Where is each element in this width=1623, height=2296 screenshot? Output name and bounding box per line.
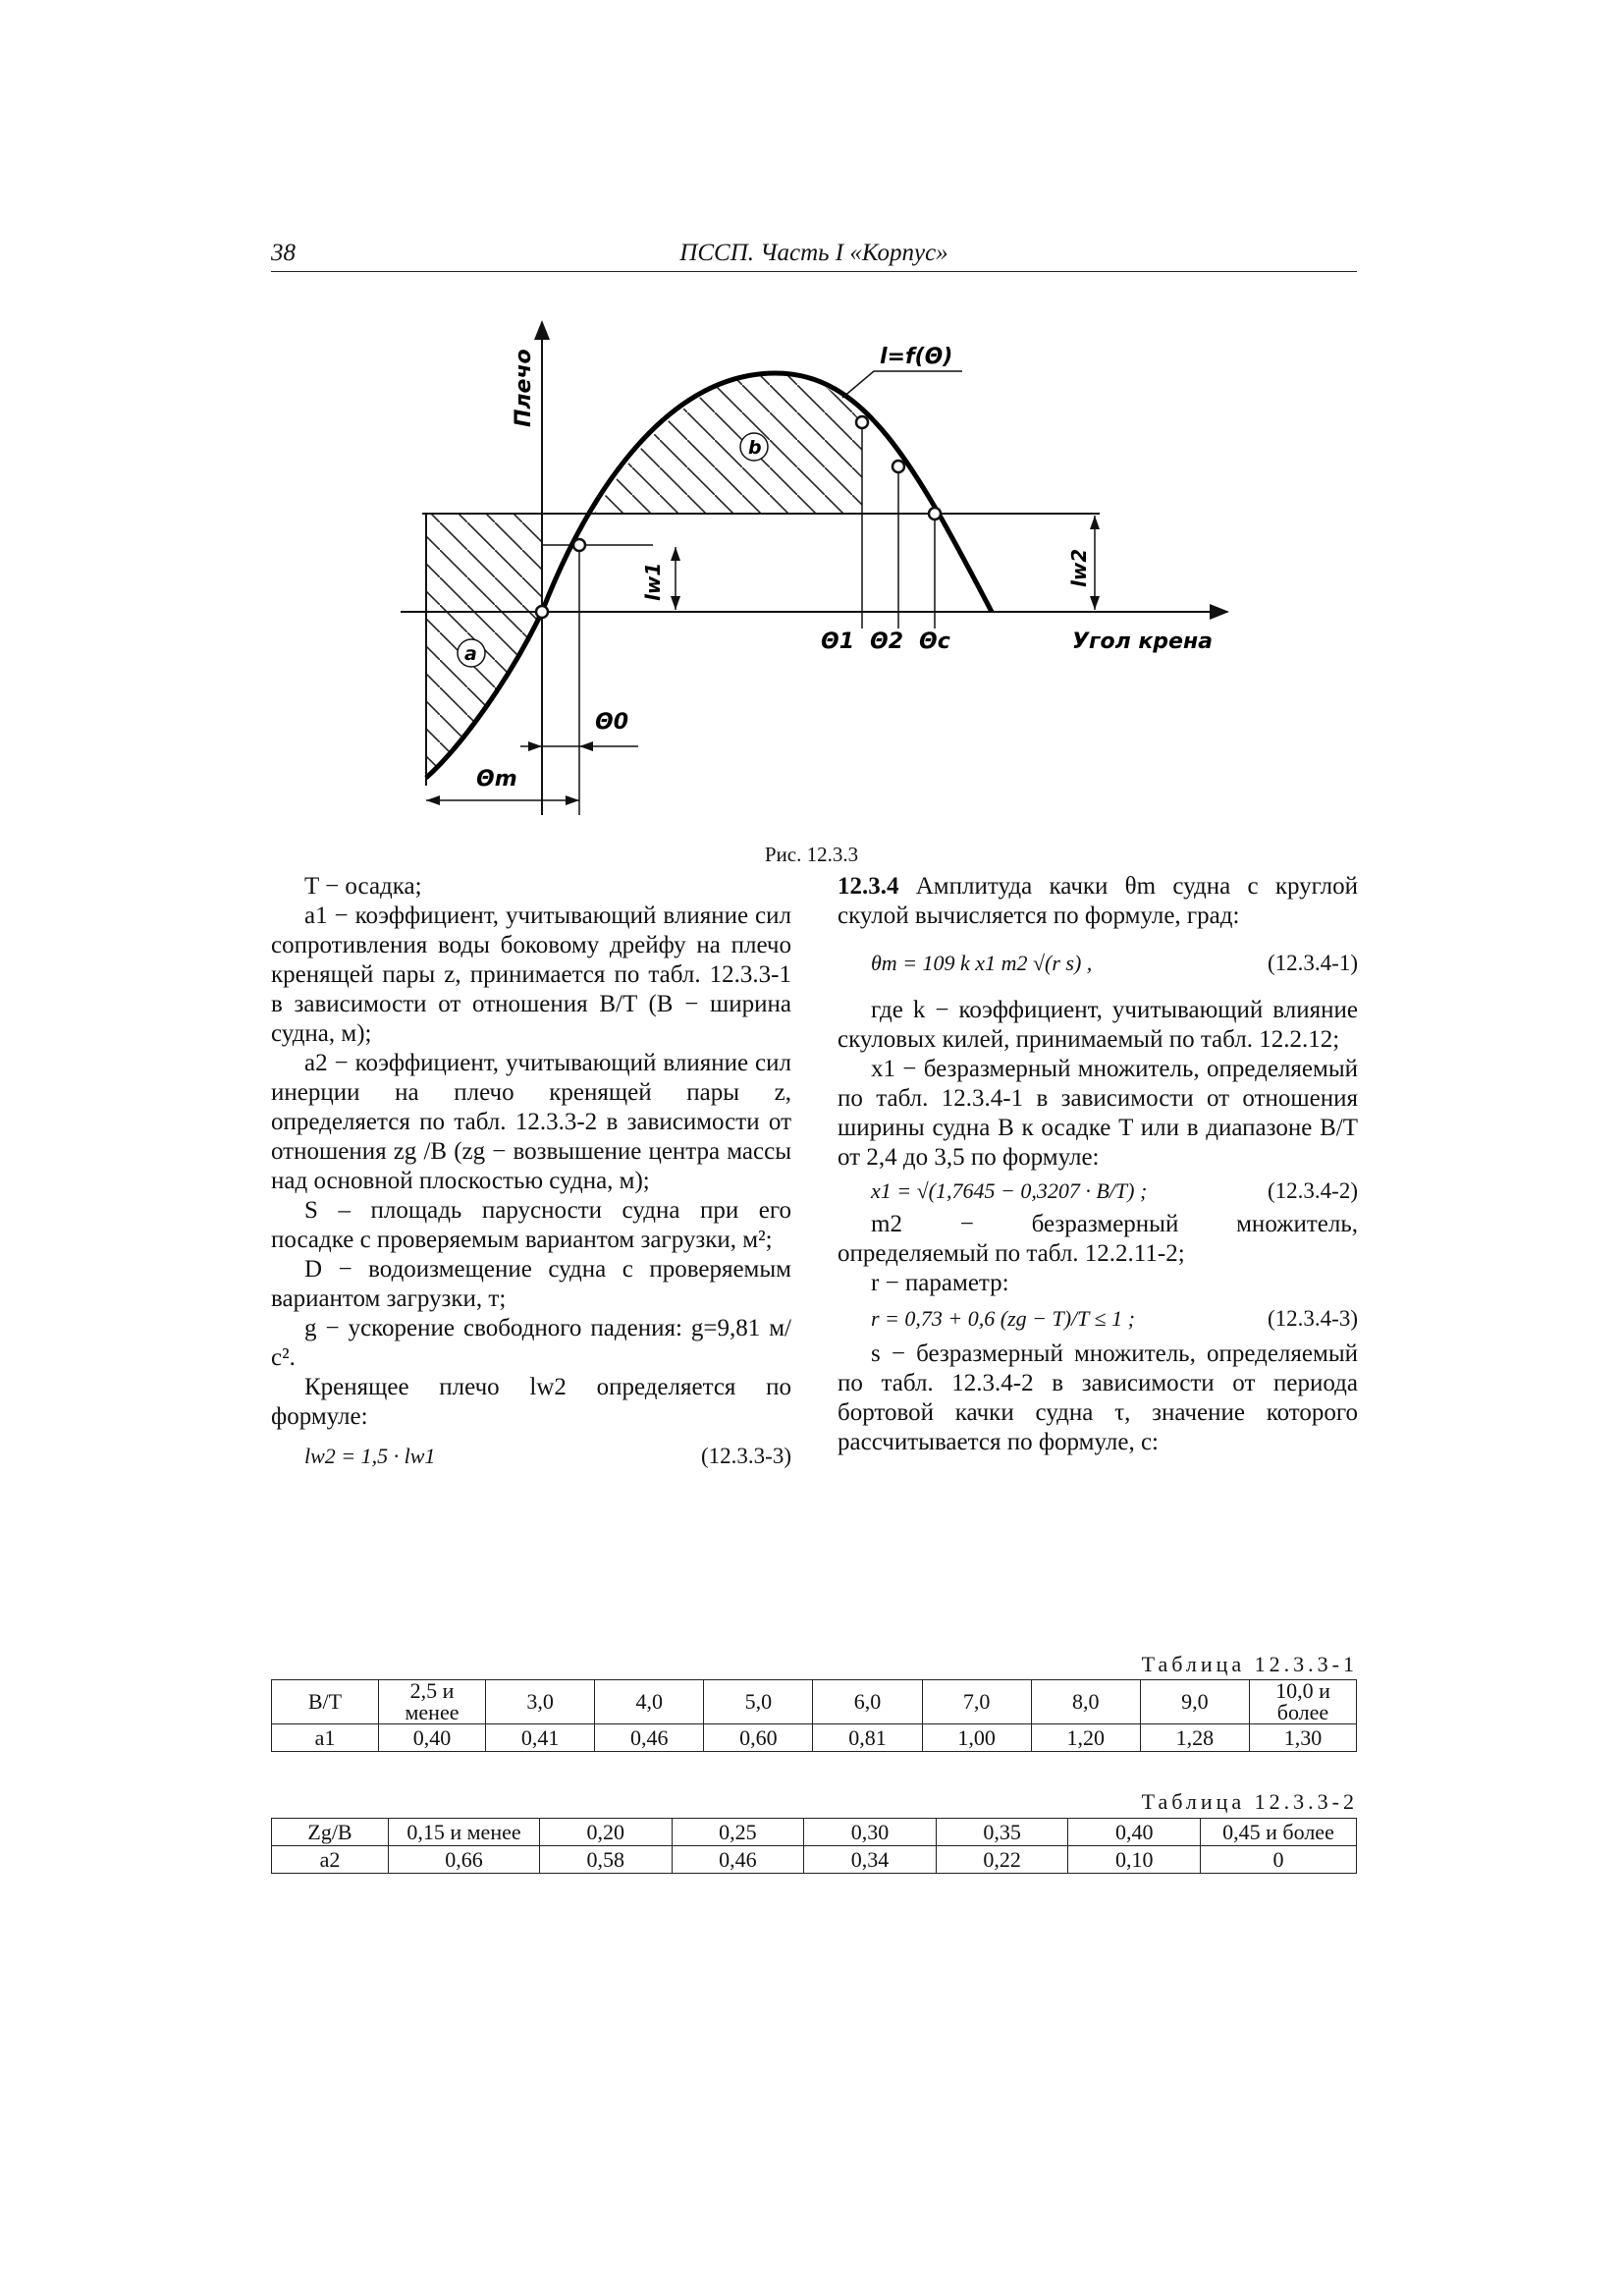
table-cell: 8,0 [1031, 1680, 1140, 1724]
table-cell: 3,0 [486, 1680, 595, 1724]
table-cell: 4,0 [595, 1680, 704, 1724]
table-cell: Zg/B [272, 1819, 389, 1846]
s-multiplier-definition: s − безразмерный множитель, определяемый по табл. 12.3.4-2 в зависимости от периода бортовой качки судна τ, значение которого рассчитывается по формуле, с: [838, 1340, 1358, 1455]
page-number: 38 [271, 240, 296, 266]
table-cell: 0,46 [672, 1846, 804, 1874]
table-12-3-3-2 [271, 1818, 1357, 1874]
lw1-label: lw1 [641, 562, 665, 601]
table-row [272, 1724, 1357, 1752]
section-text: Амплитуда качки θm судна с круглой скулой вычисляется по формуле, град: [838, 873, 1358, 929]
theta2-label: Θ2 [870, 629, 904, 654]
table-cell: 0,40 [379, 1724, 486, 1752]
x1-definition: x1 − безразмерный множитель, определяемый по табл. 12.3.4-1 в зависимости от отношения ширины судна B к осадке T или в диапазоне B/T от 2,4 до 3,5 по формуле: [838, 1056, 1358, 1171]
equation-number: (12.3.4-3) [1268, 1306, 1358, 1331]
table1-label: Таблица 12.3.3-1 [1141, 1652, 1358, 1676]
r-definition: r − параметр: [871, 1270, 1009, 1296]
running-title: ПССП. Часть I «Корпус» [679, 240, 948, 266]
curve-label: l=f(Θ) [880, 345, 953, 369]
table-cell: 0,35 [936, 1819, 1068, 1846]
lw2-intro: Кренящее плечо lw2 определяется по формуле: [271, 1374, 791, 1430]
equation-number: (12.3.3-3) [701, 1444, 791, 1468]
righting-lever-diagram [0, 0, 1623, 845]
table-cell: 0,41 [486, 1724, 595, 1752]
table-cell: 1,30 [1250, 1724, 1357, 1752]
table-cell: 0,58 [540, 1846, 673, 1874]
s-definition: S – площадь парусности судна при его посадке с проверяемым вариантом загрузки, м²; [271, 1197, 791, 1253]
thetac-label: Θc [919, 629, 950, 654]
g-definition: g − ускорение свободного падения: g=9,81 м/с². [271, 1315, 791, 1371]
table-cell: 0,60 [704, 1724, 813, 1752]
table-cell: B/T [272, 1680, 379, 1724]
area-b-label: b [748, 437, 762, 459]
left-column [271, 872, 791, 1481]
table-cell: 1,00 [922, 1724, 1031, 1752]
table-cell: 2,5 и менее [379, 1680, 486, 1724]
table-row [272, 1680, 1357, 1724]
table-cell: 0,40 [1068, 1819, 1201, 1846]
table-row [272, 1819, 1357, 1846]
table-cell: 9,0 [1140, 1680, 1249, 1724]
right-column [838, 872, 1358, 1457]
table-cell: 5,0 [704, 1680, 813, 1724]
y-axis-label: Плечо [512, 349, 536, 427]
equation-12-3-3-3: lw2 = 1,5 · lw1 [304, 1444, 436, 1468]
t-definition: T − осадка; [304, 873, 422, 900]
table-cell: 0,66 [389, 1846, 540, 1874]
k-definition: где k − коэффициент, учитывающий влияние скуловых килей, принимаемый по табл. 12.2.12; [838, 997, 1358, 1053]
table-12-3-3-1 [271, 1679, 1357, 1752]
table-cell: 0,81 [813, 1724, 922, 1752]
table-cell: 0,22 [936, 1846, 1068, 1874]
a2-definition: a2 − коэффициент, учитывающий влияние сил инерции на плечо кренящей пары z, определяется по табл. 12.3.3-2 в зависимости от отношения zg /B (zg − возвышение центра массы над основной плоскостью судна, м); [271, 1050, 791, 1194]
table-cell: 0,46 [595, 1724, 704, 1752]
theta0-label: Θ0 [595, 710, 629, 735]
lw2-label: lw2 [1067, 548, 1091, 587]
table-cell: 0,34 [804, 1846, 937, 1874]
equation-12-3-4-3: r = 0,73 + 0,6 (zg − T)/T ≤ 1 ; [871, 1306, 1135, 1331]
equation-12-3-4-2: x1 = √(1,7645 − 0,3207 · B/T) ; [871, 1178, 1148, 1203]
table2-label: Таблица 12.3.3-2 [1141, 1789, 1358, 1814]
table-cell: 6,0 [813, 1680, 922, 1724]
table-cell: 7,0 [922, 1680, 1031, 1724]
figure-caption: Рис. 12.3.3 [764, 843, 859, 866]
table-cell: 10,0 и более [1250, 1680, 1357, 1724]
table-cell: 1,20 [1031, 1724, 1140, 1752]
theta1-label: Θ1 [821, 629, 855, 654]
table-cell: a2 [272, 1846, 389, 1874]
section-number: 12.3.4 [838, 873, 899, 900]
table-cell: 0,25 [672, 1819, 804, 1846]
area-a-label: a [464, 643, 477, 665]
table-cell: 0,45 и более [1201, 1819, 1357, 1846]
table-cell: 0,20 [540, 1819, 673, 1846]
table-cell: 0,10 [1068, 1846, 1201, 1874]
d-definition: D − водоизмещение судна с проверяемым вариантом загрузки, т; [271, 1256, 791, 1312]
table-cell: 1,28 [1140, 1724, 1249, 1752]
m2-definition: m2 − безразмерный множитель, определяемый по табл. 12.2.11-2; [838, 1211, 1358, 1267]
a1-definition: a1 − коэффициент, учитывающий влияние сил сопротивления воды боковому дрейфу на плечо кренящей пары z, принимается по табл. 12.3.3-1 в зависимости от отношения B/T (B − ширина судна, м); [271, 902, 791, 1047]
table-cell: 0,30 [804, 1819, 937, 1846]
equation-number: (12.3.4-2) [1268, 1178, 1358, 1203]
equation-number: (12.3.4-1) [1268, 951, 1358, 975]
table-cell: 0 [1201, 1846, 1357, 1874]
x-axis-label: Угол крена [1072, 629, 1213, 654]
table-row [272, 1846, 1357, 1874]
thetam-label: Θm [476, 767, 517, 792]
equation-12-3-4-1: θm = 109 k x1 m2 √(r s) , [871, 951, 1093, 975]
table-cell: 0,15 и менее [389, 1819, 540, 1846]
table-cell: a1 [272, 1724, 379, 1752]
